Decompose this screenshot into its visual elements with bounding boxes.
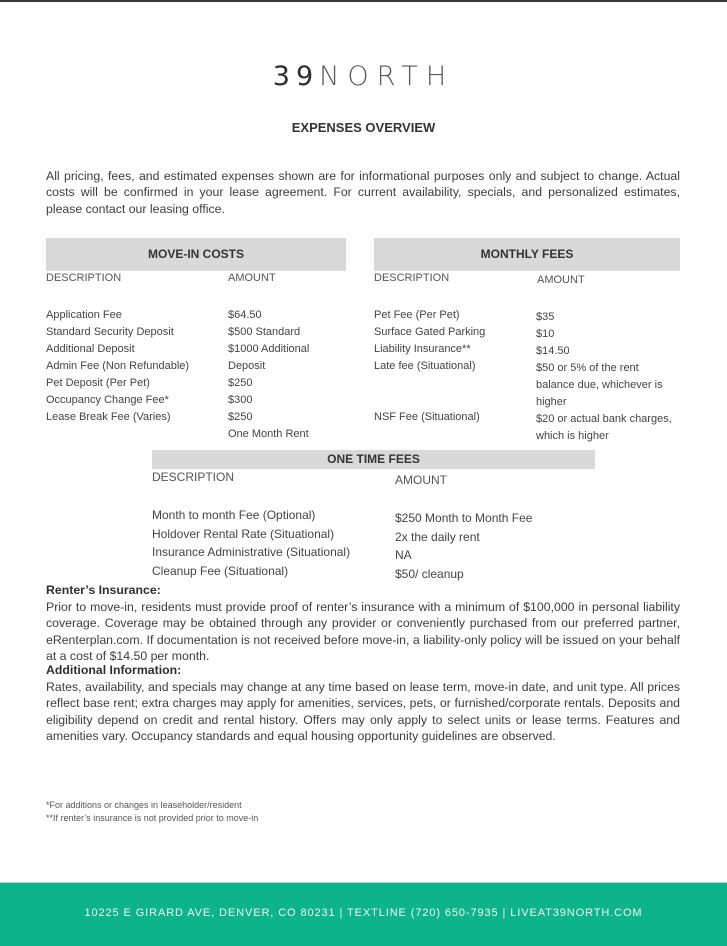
row-description: Late fee (Situational) — [374, 360, 476, 372]
row-description: NSF Fee (Situational) — [374, 411, 480, 423]
row-amount: $250 — [228, 377, 253, 389]
column-header-amount: AMOUNT — [395, 473, 447, 487]
row-amount: $50 or 5% of the rent balance due, whichever is higher — [536, 362, 663, 408]
table-row — [46, 375, 346, 392]
footer-contact-info: 10225 E GIRARD AVE, DENVER, CO 80231 | TEXTLINE (720) 650-7935 | LIVEAT39NORTH.COM — [84, 907, 643, 919]
table-row — [46, 307, 346, 324]
monthly-fees-rows — [374, 307, 680, 443]
row-amount: $64.50 — [228, 309, 262, 321]
row-amount: $20 or actual bank charges, which is higher — [536, 413, 672, 442]
move-in-costs-rows — [46, 307, 346, 443]
table-row — [152, 562, 595, 581]
table-row — [374, 409, 680, 443]
additional-information-heading: Additional Information: — [46, 663, 182, 677]
row-amount: $500 Standard — [228, 326, 301, 338]
move-in-costs-table — [46, 238, 346, 443]
row-description: Pet Fee (Per Pet) — [374, 309, 460, 321]
column-header-description: DESCRIPTION — [46, 272, 122, 284]
row-description: Pet Deposit (Per Pet) — [46, 377, 150, 389]
row-amount: 2x the daily rent — [395, 529, 480, 544]
row-amount: One Month Rent — [228, 428, 309, 440]
footer-bar — [0, 882, 727, 946]
row-amount: $250 Month to Month Fee — [395, 511, 533, 525]
renters-insurance-body: Prior to move-in, residents must provide proof of renter’s insurance with a minimum of $100,000 in personal liability coverage. Coverage may be obtained through any provider or conveniently purchased from our preferred partner, eRenterplan.com. If documentation is not received before move-in, a liability-only policy will be issued on your behalf at a cost of $14.50 per month. — [46, 600, 680, 663]
row-description: Month to month Fee (Optional) — [152, 508, 316, 522]
monthly-fees-heading: MONTHLY FEES — [374, 238, 680, 271]
move-in-costs-header-row — [46, 272, 346, 288]
table-row — [46, 409, 346, 426]
table-row — [46, 341, 346, 358]
row-amount: $1000 Additional — [228, 343, 310, 355]
row-amount: Deposit — [228, 360, 266, 372]
row-description: Application Fee — [46, 309, 122, 321]
logo-word: NORTH — [319, 61, 455, 92]
table-row — [46, 324, 346, 341]
table-row — [152, 543, 595, 562]
page-title: EXPENSES OVERVIEW — [291, 120, 436, 135]
row-amount: $35 — [536, 311, 555, 323]
table-row — [152, 525, 595, 544]
table-row — [46, 392, 346, 409]
table-row — [374, 324, 680, 341]
row-description: Standard Security Deposit — [46, 326, 174, 338]
footnotes — [46, 799, 258, 824]
intro-paragraph: All pricing, fees, and estimated expenses shown are for informational purposes only and subject to change. Actual costs will be confirmed in your lease agreement. For current availability, specials, and personalized estimates, please contact our leasing office. — [46, 169, 680, 216]
table-row — [374, 358, 680, 409]
column-header-amount: AMOUNT — [228, 272, 276, 284]
row-amount: $250 — [228, 411, 253, 423]
logo — [0, 61, 727, 92]
row-amount: $300 — [228, 394, 253, 406]
footnote-insurance: **If renter’s insurance is not provided prior to move-in — [46, 812, 259, 823]
table-row — [152, 506, 595, 525]
column-header-description: DESCRIPTION — [152, 470, 235, 484]
monthly-fees-header-row — [374, 272, 680, 288]
column-header-description: DESCRIPTION — [374, 272, 450, 284]
footnote-occupancy: *For additions or changes in leaseholder/resident — [46, 800, 242, 810]
row-description: Admin Fee (Non Refundable) — [46, 360, 190, 372]
row-description: Lease Break Fee (Varies) — [46, 411, 171, 423]
row-description: Cleanup Fee (Situational) — [152, 563, 289, 578]
one-time-fees-heading: ONE TIME FEES — [152, 450, 595, 469]
one-time-fees-table — [152, 450, 595, 580]
additional-information-body: Rates, availability, and specials may change at any time based on lease term, move-in date, and unit type. All prices reflect base rent; extra charges may apply for amenities, services, pets, or furnished/corporate rentals. Deposits and eligibility depend on credit and rental history. Offers may only apply to select units or lease terms. Features and amenities vary. Occupancy standards and equal housing opportunity guidelines are observed. — [46, 680, 680, 743]
move-in-costs-heading: MOVE-IN COSTS — [46, 238, 346, 271]
row-description: Holdover Rental Rate (Situational) — [152, 526, 335, 541]
row-amount: $50/ cleanup — [395, 566, 464, 581]
table-row — [374, 307, 680, 324]
logo-number: 39 — [272, 61, 320, 92]
row-amount: NA — [395, 548, 412, 562]
renters-insurance-heading: Renter’s Insurance: — [46, 583, 161, 597]
one-time-fees-header-row — [152, 470, 595, 487]
table-row — [46, 358, 346, 375]
row-amount: $10 — [536, 328, 555, 340]
monthly-fees-table — [374, 238, 680, 443]
one-time-fees-rows — [152, 506, 595, 580]
row-description: Surface Gated Parking — [374, 326, 486, 338]
table-row — [374, 341, 680, 358]
row-amount: $14.50 — [536, 345, 570, 357]
column-header-amount: AMOUNT — [537, 274, 585, 286]
table-row — [46, 426, 346, 443]
row-description: Additional Deposit — [46, 343, 135, 355]
row-description: Liability Insurance** — [374, 343, 471, 355]
row-description: Occupancy Change Fee* — [46, 394, 169, 406]
row-description: Insurance Administrative (Situational) — [152, 545, 351, 559]
